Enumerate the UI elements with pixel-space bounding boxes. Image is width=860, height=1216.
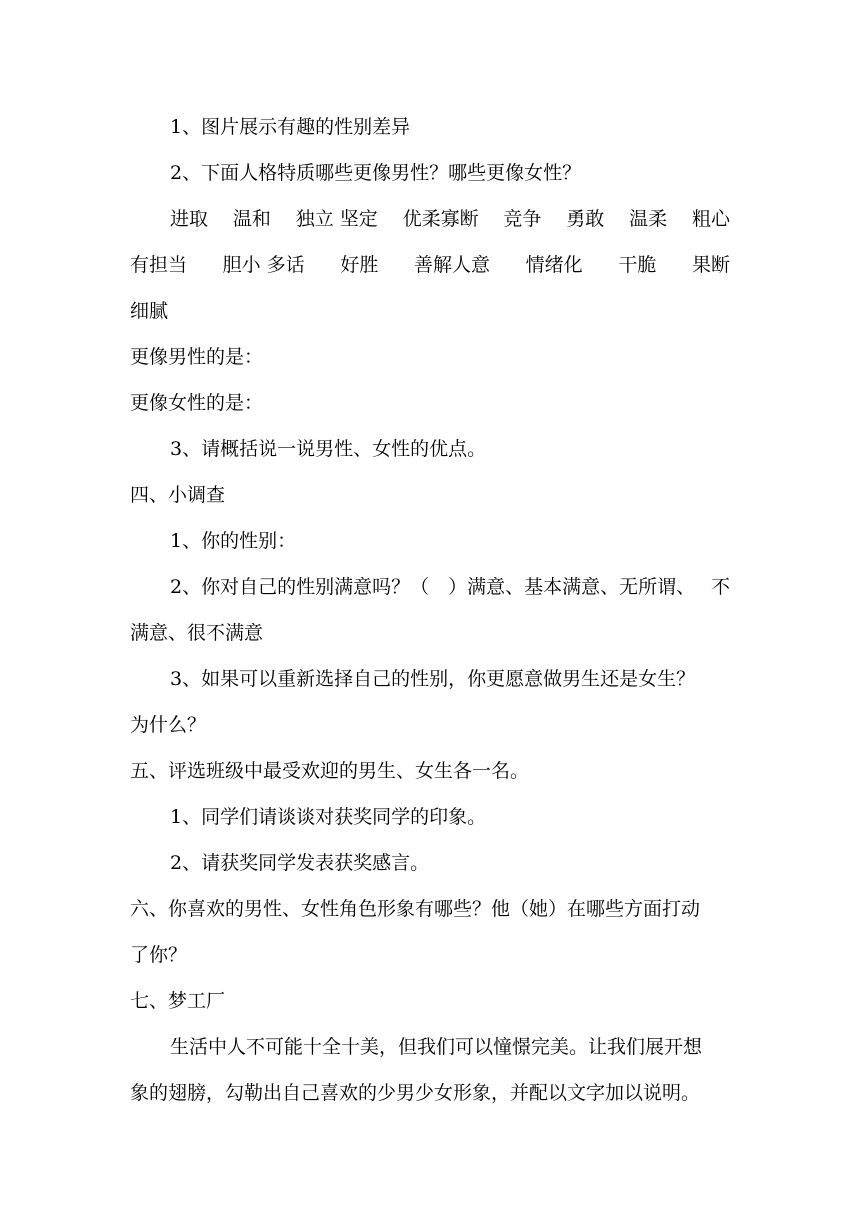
trait: 独立 坚定 bbox=[295, 208, 378, 230]
trait: 温和 bbox=[232, 208, 271, 230]
survey-question-choose-gender-cont: 为什么？ bbox=[130, 714, 207, 736]
trait: 情绪化 bbox=[525, 254, 583, 276]
trait: 优柔寡断 bbox=[402, 208, 479, 230]
trait: 善解人意 bbox=[414, 254, 491, 276]
trait: 果断 bbox=[691, 254, 730, 276]
survey-question-satisfaction bbox=[170, 575, 730, 599]
survey-question-gender: 1、你的性别： bbox=[170, 530, 297, 552]
item-summarize-strengths: 3、请概括说一说男性、女性的优点。 bbox=[170, 438, 487, 460]
dream-factory-paragraph-line-2: 象的翅膀，勾勒出自己喜欢的少男少女形象，并配以文字加以说明。 bbox=[130, 1082, 701, 1104]
male-like-label: 更像男性的是： bbox=[130, 346, 264, 368]
trait: 粗心 bbox=[691, 208, 730, 230]
item-trait-question: 2、下面人格特质哪些更像男性？哪些更像女性？ bbox=[170, 162, 582, 184]
trait: 竞争 bbox=[503, 208, 542, 230]
section-heading-favorite-roles-cont: 了你？ bbox=[130, 944, 188, 966]
section-heading-vote: 五、评选班级中最受欢迎的男生、女生各一名。 bbox=[130, 760, 530, 782]
trait: 胆小 多话 bbox=[222, 254, 305, 276]
female-like-label: 更像女性的是： bbox=[130, 392, 264, 414]
trait: 干脆 bbox=[618, 254, 657, 276]
trait: 勇敢 bbox=[566, 208, 605, 230]
dream-factory-paragraph-line-1: 生活中人不可能十全十美，但我们可以憧憬完美。让我们展开想 bbox=[170, 1036, 703, 1058]
trait: 有担当 bbox=[130, 254, 188, 276]
satisfaction-text-end: 不 bbox=[710, 576, 730, 598]
section-heading-survey: 四、小调查 bbox=[130, 484, 226, 506]
satisfaction-text: 2、你对自己的性别满意吗？（ ）满意、基本满意、无所谓、 bbox=[170, 576, 696, 598]
trait: 温柔 bbox=[629, 208, 668, 230]
survey-question-choose-gender: 3、如果可以重新选择自己的性别，你更愿意做男生还是女生？ bbox=[170, 668, 696, 690]
survey-question-satisfaction-cont: 满意、很不满意 bbox=[130, 622, 264, 644]
section-heading-dream-factory: 七、梦工厂 bbox=[130, 990, 226, 1012]
section-heading-favorite-roles: 六、你喜欢的男性、女性角色形象有哪些？他（她）在哪些方面打动 bbox=[130, 898, 701, 920]
traits-row-1 bbox=[170, 207, 730, 231]
traits-row-2 bbox=[130, 253, 730, 277]
trait: 进取 bbox=[170, 208, 209, 230]
item-gender-differences: 1、图片展示有趣的性别差异 bbox=[170, 116, 411, 138]
vote-item-speech: 2、请获奖同学发表获奖感言。 bbox=[170, 852, 430, 874]
vote-item-impression: 1、同学们请谈谈对获奖同学的印象。 bbox=[170, 806, 487, 828]
traits-row-3: 细腻 bbox=[130, 300, 169, 322]
trait: 好胜 bbox=[340, 254, 379, 276]
